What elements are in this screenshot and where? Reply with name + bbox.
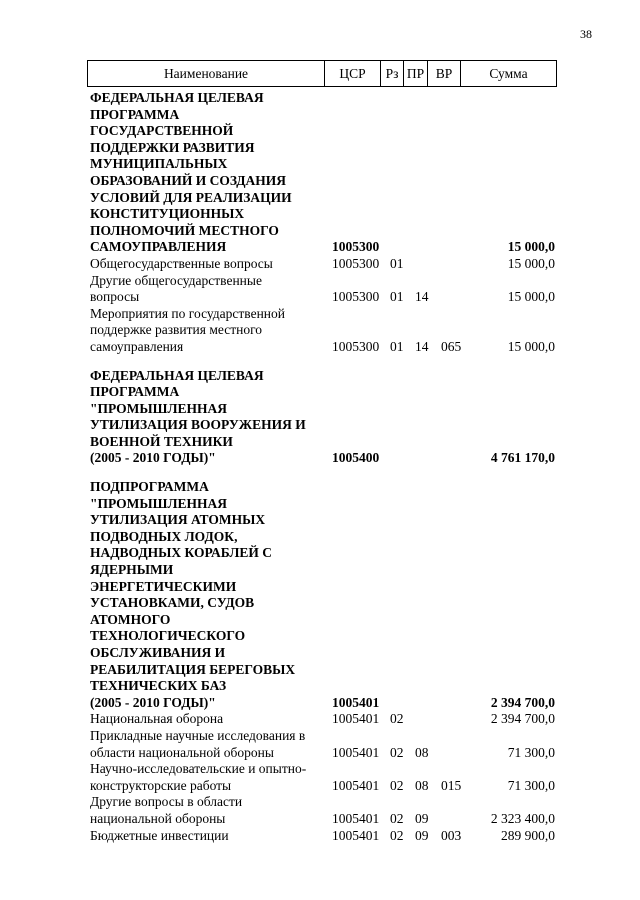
header-sum: Сумма [489,65,528,81]
row-name-line: конструкторские работы [90,777,232,793]
row-name-line: РЕАБИЛИТАЦИЯ БЕРЕГОВЫХ [90,661,296,677]
row-name-line: МУНИЦИПАЛЬНЫХ [90,156,228,172]
row-csr: 1005401 [332,810,380,826]
row-name-line: (2005 - 2010 ГОДЫ)" [90,694,216,710]
row-sum: 71 300,0 [507,744,555,760]
row-name [87,479,332,711]
table-row [87,828,557,845]
row-name [87,368,332,468]
section-row [87,479,557,711]
row-name-line: ПОДВОДНЫХ ЛОДОК, [90,528,238,544]
row-name-line: ЭНЕРГЕТИЧЕСКИМИ [90,578,237,594]
row-sum: 15 000,0 [507,255,555,271]
row-name-line: ПРОГРАММА [90,106,180,122]
row-sum: 2 394 700,0 [490,694,555,710]
row-csr: 1005400 [332,450,380,466]
row-name-line: АТОМНОГО [90,611,171,627]
row-name-line: УТИЛИЗАЦИЯ ВООРУЖЕНИЯ И [90,417,306,433]
row-csr: 1005401 [332,827,380,843]
row-name [87,90,332,256]
row-name-line: поддержке развития местного [90,322,263,338]
row-name-line: "ПРОМЫШЛЕННАЯ [90,400,228,416]
row-name-line: ОБРАЗОВАНИЙ И СОЗДАНИЯ [90,172,286,188]
row-name-line: Прикладные научные исследования в [90,727,306,743]
row-pr: 14 [415,289,429,305]
row-pr: 08 [415,777,429,793]
table-row [87,728,557,761]
row-rz: 01 [390,289,404,305]
row-name-line: Другие вопросы в области [90,794,243,810]
row-pr: 14 [415,338,429,354]
row-csr: 1005401 [332,777,380,793]
budget-table [87,60,557,844]
table-row [87,306,557,356]
row-name [87,794,332,827]
header-pr: ПР [404,61,428,86]
row-rz: 02 [390,827,404,843]
row-name-line: (2005 - 2010 ГОДЫ)" [90,450,216,466]
header-csr: ЦСР [325,61,381,86]
row-name [87,828,332,845]
row-csr: 1005300 [332,239,380,255]
row-name-line: национальной обороны [90,810,226,826]
row-sum: 15 000,0 [507,239,555,255]
row-name-line: вопросы [90,289,140,305]
row-name-line: УСЛОВИЙ ДЛЯ РЕАЛИЗАЦИИ [90,189,292,205]
row-pr: 09 [415,810,429,826]
table-row [87,761,557,794]
header-rz: Рз [381,61,404,86]
row-sum: 71 300,0 [507,777,555,793]
row-vr: 003 [441,827,462,843]
row-name-line: КОНСТИТУЦИОННЫХ [90,206,245,222]
row-name-line: ЯДЕРНЫМИ [90,562,174,578]
row-name-line: НАДВОДНЫХ КОРАБЛЕЙ С [90,545,273,561]
header-vr: ВР [428,61,461,86]
row-csr: 1005401 [332,694,380,710]
section-row [87,90,557,256]
row-rz: 02 [390,810,404,826]
row-csr: 1005401 [332,744,380,760]
row-name-line: ПРОГРАММА [90,384,180,400]
row-name-line: ПОДПРОГРАММА [90,479,209,495]
row-pr: 08 [415,744,429,760]
row-name-line: "ПРОМЫШЛЕННАЯ [90,495,228,511]
row-name-line: Общегосударственные вопросы [90,255,273,271]
row-pr: 09 [415,827,429,843]
row-rz: 02 [390,744,404,760]
row-name-line: Научно-исследовательские и опытно- [90,761,307,777]
row-csr: 1005300 [332,338,380,354]
row-name [87,306,332,356]
row-name-line: УСТАНОВКАМИ, СУДОВ [90,595,255,611]
row-vr: 065 [441,338,462,354]
table-row [87,711,557,728]
row-name-line: ПОДДЕРЖКИ РАЗВИТИЯ [90,139,255,155]
row-sum: 4 761 170,0 [490,450,555,466]
row-name-line: УТИЛИЗАЦИЯ АТОМНЫХ [90,512,266,528]
row-name [87,273,332,306]
table-row [87,256,557,273]
row-rz: 01 [390,255,404,271]
row-rz: 01 [390,338,404,354]
table-header [87,60,557,87]
row-name [87,728,332,761]
row-name [87,711,332,728]
row-name-line: ТЕХНИЧЕСКИХ БАЗ [90,678,227,694]
row-name-line: ГОСУДАРСТВЕННОЙ [90,123,234,139]
row-name-line: ТЕХНОЛОГИЧЕСКОГО [90,628,246,644]
row-name-line: ФЕДЕРАЛЬНАЯ ЦЕЛЕВАЯ [90,367,264,383]
table-row [87,273,557,306]
row-rz: 02 [390,711,404,727]
row-name-line: САМОУПРАВЛЕНИЯ [90,239,227,255]
row-rz: 02 [390,777,404,793]
table-row [87,794,557,827]
row-csr: 1005300 [332,289,380,305]
header-name: Наименование [88,61,325,86]
row-csr: 1005300 [332,255,380,271]
row-name-line: Мероприятия по государственной [90,305,285,321]
row-name-line: области национальной обороны [90,744,274,760]
row-sum: 289 900,0 [501,827,555,843]
row-sum: 15 000,0 [507,338,555,354]
row-name-line: Национальная оборона [90,711,224,727]
row-name-line: самоуправления [90,338,184,354]
page-number: 38 [580,27,592,41]
section-row [87,368,557,468]
row-name-line: ПОЛНОМОЧИЙ МЕСТНОГО [90,222,279,238]
row-name-line: ФЕДЕРАЛЬНАЯ ЦЕЛЕВАЯ [90,90,264,105]
row-name-line: Другие общегосударственные [90,272,262,288]
row-sum: 2 323 400,0 [490,810,555,826]
row-name-line: ВОЕННОЙ ТЕХНИКИ [90,433,233,449]
row-name [87,256,332,273]
row-name-line: ОБСЛУЖИВАНИЯ И [90,645,226,660]
row-sum: 2 394 700,0 [490,711,555,727]
row-vr: 015 [441,777,462,793]
row-csr: 1005401 [332,711,380,727]
table-body [87,90,557,844]
row-name [87,761,332,794]
row-sum: 15 000,0 [507,289,555,305]
row-name-line: Бюджетные инвестиции [90,827,229,843]
